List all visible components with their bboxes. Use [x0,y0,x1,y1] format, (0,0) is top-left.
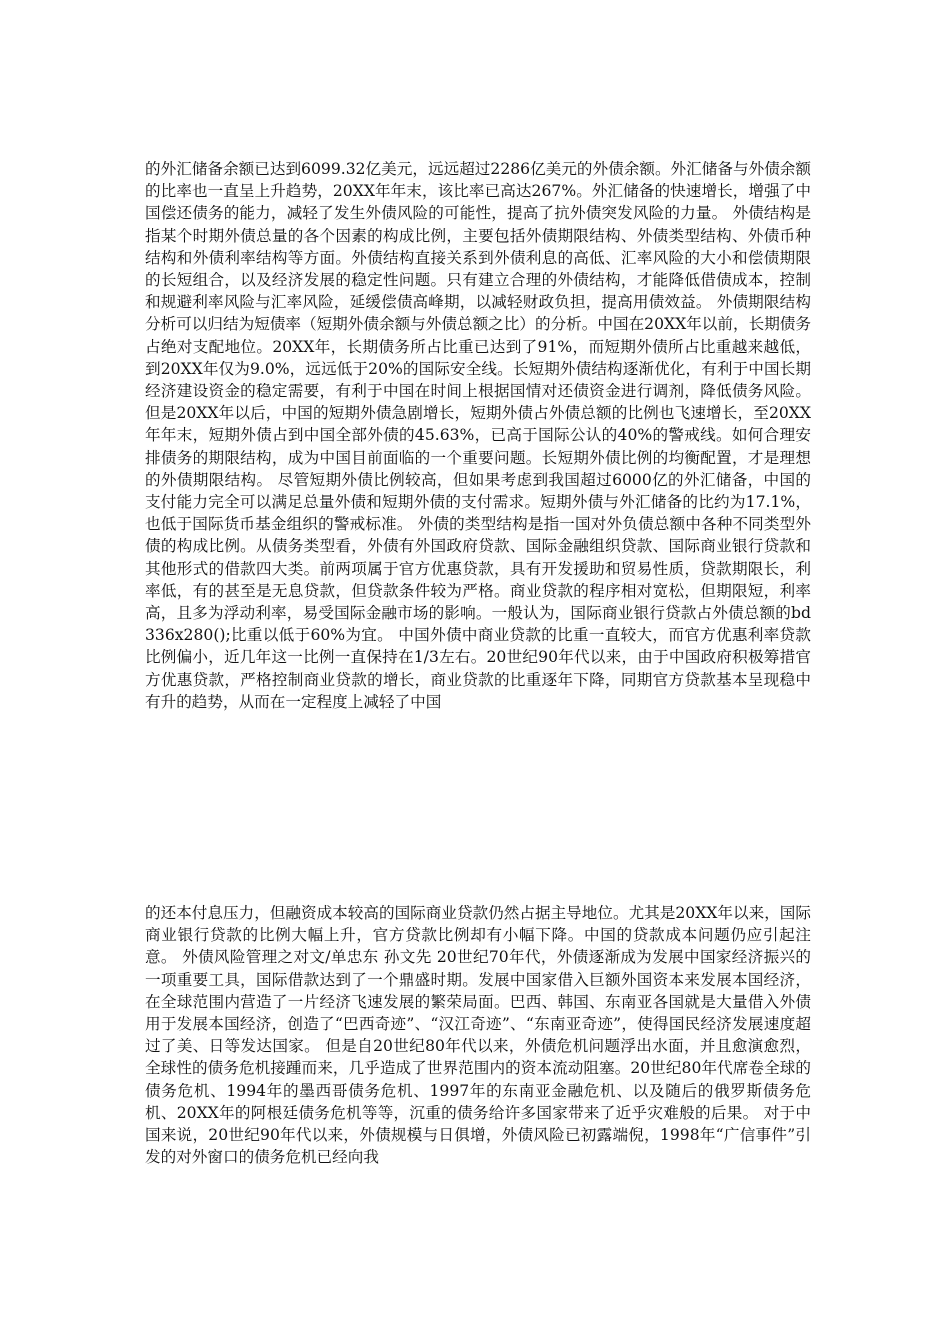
body-text-block-2: 的还本付息压力，但融资成本较高的国际商业贷款仍然占据主导地位。尤其是20XX年以来，国际商业银行贷款的比例大幅上升，官方贷款比例却有小幅下降。中国的贷款成本问题仍应引起注意。 外债风险管理之对文/单忠东 孙文先 20世纪70年代，外债逐渐成为发展中国家经济振兴的一项重要工具，国际借款达到了一个鼎盛时期。发展中国家借入巨额外国资本来发展本国经济，在全球范围内营造了一片经济飞速发展的繁荣局面。巴西、韩国、东南亚各国就是大量借入外债用于发展本国经济，创造了“巴西奇迹”、“汉江奇迹”、“东南亚奇迹”，使得国民经济发展速度超过了美、日等发达国家。 但是自20世纪80年代以来，外债危机问题浮出水面，并且愈演愈烈，全球性的债务危机接踵而来，几乎造成了世界范围内的资本流动阻塞。20世纪80年代席卷全球的债务危机、1994年的墨西哥债务危机、1997年的东南亚金融危机、以及随后的俄罗斯债务危机、20XX年的阿根廷债务危机等等，沉重的债务给许多国家带来了近乎灾难般的后果。 对于中国来说，20世纪90年代以来，外债规模与日俱增，外债风险已初露端倪，1998年“广信事件”引发的对外窗口的债务危机已经向我 [145,904,811,1167]
body-text-block-1: 的外汇储备余额已达到6099.32亿美元，远远超过2286亿美元的外债余额。外汇储备与外债余额的比率也一直呈上升趋势，20XX年年末，该比率已高达267%。外汇储备的快速增长，增强了中国偿还债务的能力，减轻了发生外债风险的可能性，提高了抗外债突发风险的力量。 外债结构是指某个时期外债总量的各个因素的构成比例，主要包括外债期限结构、外债类型结构、外债币种结构和外债利率结构等方面。外债结构直接关系到外债利息的高低、汇率风险的大小和偿债期限的长短组合，以及经济发展的稳定性问题。只有建立合理的外债结构，才能降低借债成本，控制和规避利率风险与汇率风险，延缓偿债高峰期，以减轻财政负担，提高用债效益。 外债期限结构分析可以归结为短债率（短期外债余额与外债总额之比）的分析。中国在20XX年以前，长期债务占绝对支配地位。20XX年，长期债务所占比重已达到了91%，而短期外债所占比重越来越低，到20XX年仅为9.0%，远远低于20%的国际安全线。长短期外债结构逐渐优化，有利于中国长期经济建设资金的稳定需要，有利于中国在时间上根据国情对还债资金进行调剂，降低债务风险。但是20XX年以后，中国的短期外债急剧增长，短期外债占外债总额的比例也飞速增长，至20XX年年末，短期外债占到中国全部外债的45.63%，已高于国际公认的40%的警戒线。如何合理安排债务的期限结构，成为中国目前面临的一个重要问题。长短期外债比例的均衡配置，才是理想的外债期限结构。 尽管短期外债比例较高，但如果考虑到我国超过6000亿的外汇储备，中国的支付能力完全可以满足总量外债和短期外债的支付需求。短期外债与外汇储备的比约为17.1%，也低于国际货币基金组织的警戒标准。 外债的类型结构是指一国对外负债总额中各种不同类型外债的构成比例。从债务类型看，外债有外国政府贷款、国际金融组织贷款、国际商业银行贷款和其他形式的借款四大类。前两项属于官方优惠贷款，具有开发援助和贸易性质，贷款期限长，利率低，有的甚至是无息贷款，但贷款条件较为严格。商业贷款的程序相对宽松，但期限短，利率高，且多为浮动利率，易受国际金融市场的影响。一般认为，国际商业银行贷款占外债总额的bd336x280();比重以低于60%为宜。 中国外债中商业贷款的比重一直较大，而官方优惠利率贷款比例偏小，近几年这一比例一直保持在1/3左右。20世纪90年代以来，由于中国政府积极筹措官方优惠贷款，严格控制商业贷款的增长，商业贷款的比重逐年下降，同期官方贷款基本呈现稳中有升的趋势，从而在一定程度上减轻了中国 [145,160,811,711]
